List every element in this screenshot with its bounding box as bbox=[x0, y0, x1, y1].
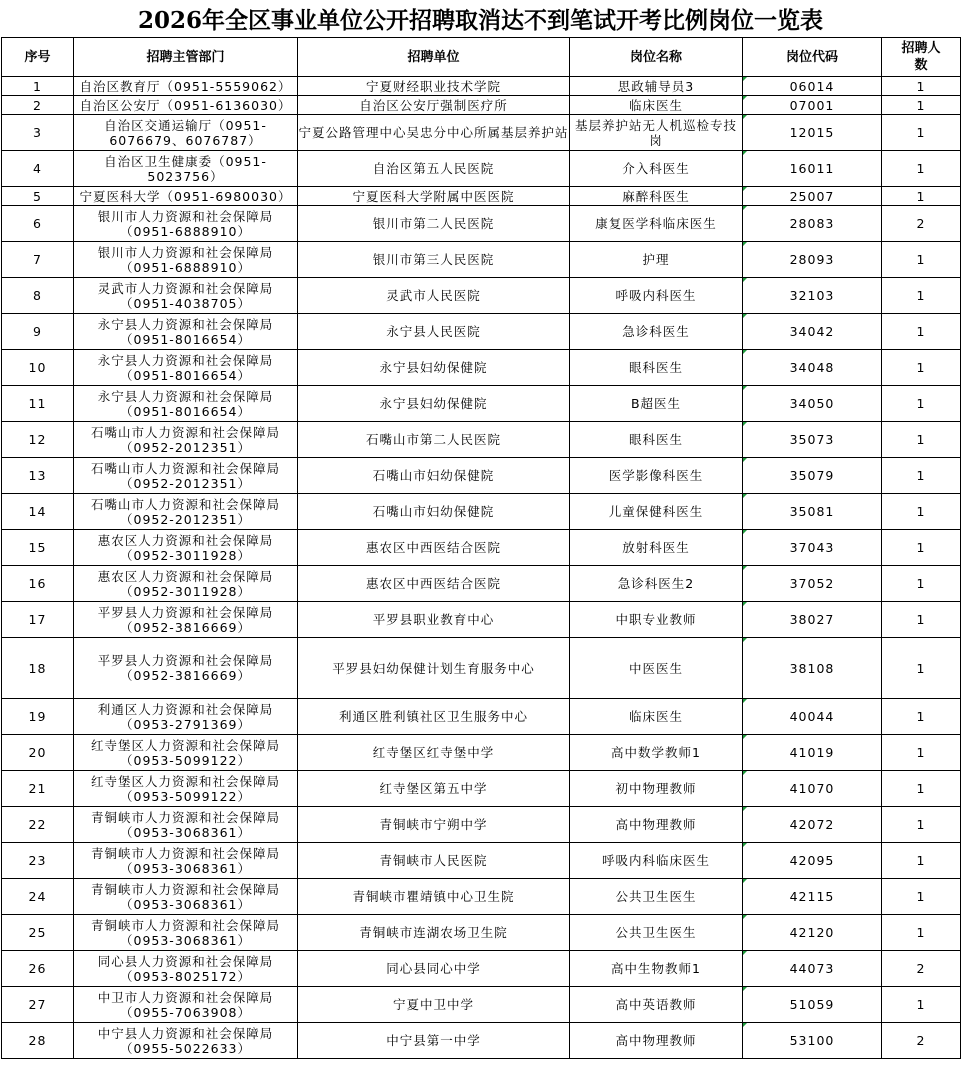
cell-position: 初中物理教师 bbox=[570, 771, 743, 807]
cell-count: 1 bbox=[882, 494, 961, 530]
cell-unit: 平罗县职业教育中心 bbox=[298, 602, 570, 638]
cell-code: 28083 bbox=[743, 206, 882, 242]
cell-dept: 自治区教育厅（0951-5559062） bbox=[74, 77, 298, 96]
cell-position: 中医医生 bbox=[570, 638, 743, 699]
cell-position: 眼科医生 bbox=[570, 350, 743, 386]
cell-unit: 青铜峡市人民医院 bbox=[298, 843, 570, 879]
cell-code: 34050 bbox=[743, 386, 882, 422]
cell-no: 17 bbox=[2, 602, 74, 638]
table-row bbox=[2, 602, 961, 638]
cell-position: 高中数学教师1 bbox=[570, 735, 743, 771]
table-row bbox=[2, 458, 961, 494]
cell-count: 1 bbox=[882, 242, 961, 278]
cell-no: 23 bbox=[2, 843, 74, 879]
cell-dept: 银川市人力资源和社会保障局（0951-6888910） bbox=[74, 206, 298, 242]
cell-dept: 青铜峡市人力资源和社会保障局（0953-3068361） bbox=[74, 879, 298, 915]
header-count: 招聘人数 bbox=[882, 38, 961, 77]
cell-count: 1 bbox=[882, 638, 961, 699]
cell-unit: 宁夏医科大学附属中医医院 bbox=[298, 187, 570, 206]
cell-no: 10 bbox=[2, 350, 74, 386]
cell-position: 临床医生 bbox=[570, 699, 743, 735]
cell-count: 1 bbox=[882, 77, 961, 96]
cell-no: 4 bbox=[2, 151, 74, 187]
cell-dept: 永宁县人力资源和社会保障局（0951-8016654） bbox=[74, 386, 298, 422]
table-row bbox=[2, 1023, 961, 1059]
cell-no: 2 bbox=[2, 96, 74, 115]
table-row bbox=[2, 807, 961, 843]
header-unit: 招聘单位 bbox=[298, 38, 570, 77]
table-row bbox=[2, 242, 961, 278]
cell-no: 24 bbox=[2, 879, 74, 915]
cell-position: 临床医生 bbox=[570, 96, 743, 115]
cell-position: 呼吸内科医生 bbox=[570, 278, 743, 314]
cell-position: 医学影像科医生 bbox=[570, 458, 743, 494]
cell-count: 1 bbox=[882, 278, 961, 314]
cell-unit: 灵武市人民医院 bbox=[298, 278, 570, 314]
table-row bbox=[2, 151, 961, 187]
cell-unit: 永宁县妇幼保健院 bbox=[298, 386, 570, 422]
table-row bbox=[2, 314, 961, 350]
cell-no: 9 bbox=[2, 314, 74, 350]
cell-position: 康复医学科临床医生 bbox=[570, 206, 743, 242]
cell-no: 20 bbox=[2, 735, 74, 771]
cell-unit: 自治区公安厅强制医疗所 bbox=[298, 96, 570, 115]
table-row bbox=[2, 987, 961, 1023]
cell-no: 19 bbox=[2, 699, 74, 735]
cell-no: 5 bbox=[2, 187, 74, 206]
cell-no: 22 bbox=[2, 807, 74, 843]
cell-no: 25 bbox=[2, 915, 74, 951]
cell-no: 1 bbox=[2, 77, 74, 96]
cell-count: 2 bbox=[882, 951, 961, 987]
cell-dept: 平罗县人力资源和社会保障局（0952-3816669） bbox=[74, 638, 298, 699]
cell-unit: 同心县同心中学 bbox=[298, 951, 570, 987]
vacancy-table bbox=[1, 37, 961, 1059]
cell-count: 1 bbox=[882, 915, 961, 951]
cell-unit: 自治区第五人民医院 bbox=[298, 151, 570, 187]
cell-no: 26 bbox=[2, 951, 74, 987]
cell-code: 38108 bbox=[743, 638, 882, 699]
cell-dept: 石嘴山市人力资源和社会保障局（0952-2012351） bbox=[74, 458, 298, 494]
cell-position: B超医生 bbox=[570, 386, 743, 422]
cell-position: 儿童保健科医生 bbox=[570, 494, 743, 530]
cell-dept: 自治区交通运输厅（0951-6076679、6076787） bbox=[74, 115, 298, 151]
cell-count: 1 bbox=[882, 771, 961, 807]
cell-dept: 银川市人力资源和社会保障局（0951-6888910） bbox=[74, 242, 298, 278]
cell-unit: 石嘴山市第二人民医院 bbox=[298, 422, 570, 458]
header-position: 岗位名称 bbox=[570, 38, 743, 77]
cell-dept: 自治区公安厅（0951-6136030） bbox=[74, 96, 298, 115]
table-row bbox=[2, 951, 961, 987]
table-row bbox=[2, 879, 961, 915]
header-no: 序号 bbox=[2, 38, 74, 77]
table-row bbox=[2, 915, 961, 951]
cell-dept: 灵武市人力资源和社会保障局（0951-4038705） bbox=[74, 278, 298, 314]
table-row bbox=[2, 494, 961, 530]
cell-no: 12 bbox=[2, 422, 74, 458]
cell-position: 急诊科医生 bbox=[570, 314, 743, 350]
cell-no: 21 bbox=[2, 771, 74, 807]
cell-unit: 银川市第三人民医院 bbox=[298, 242, 570, 278]
cell-dept: 红寺堡区人力资源和社会保障局（0953-5099122） bbox=[74, 771, 298, 807]
cell-code: 12015 bbox=[743, 115, 882, 151]
cell-unit: 青铜峡市宁朔中学 bbox=[298, 807, 570, 843]
cell-no: 11 bbox=[2, 386, 74, 422]
table-row bbox=[2, 115, 961, 151]
cell-unit: 永宁县人民医院 bbox=[298, 314, 570, 350]
cell-count: 1 bbox=[882, 96, 961, 115]
cell-code: 28093 bbox=[743, 242, 882, 278]
table-row bbox=[2, 735, 961, 771]
cell-count: 1 bbox=[882, 879, 961, 915]
cell-dept: 永宁县人力资源和社会保障局（0951-8016654） bbox=[74, 350, 298, 386]
header-code: 岗位代码 bbox=[743, 38, 882, 77]
cell-code: 32103 bbox=[743, 278, 882, 314]
table-row bbox=[2, 206, 961, 242]
cell-code: 44073 bbox=[743, 951, 882, 987]
cell-count: 2 bbox=[882, 206, 961, 242]
cell-count: 1 bbox=[882, 350, 961, 386]
cell-count: 1 bbox=[882, 987, 961, 1023]
cell-unit: 永宁县妇幼保健院 bbox=[298, 350, 570, 386]
cell-dept: 石嘴山市人力资源和社会保障局（0952-2012351） bbox=[74, 422, 298, 458]
table-row bbox=[2, 386, 961, 422]
cell-count: 1 bbox=[882, 187, 961, 206]
cell-dept: 惠农区人力资源和社会保障局（0952-3011928） bbox=[74, 530, 298, 566]
cell-unit: 宁夏财经职业技术学院 bbox=[298, 77, 570, 96]
cell-code: 42072 bbox=[743, 807, 882, 843]
cell-no: 7 bbox=[2, 242, 74, 278]
cell-code: 35081 bbox=[743, 494, 882, 530]
cell-count: 1 bbox=[882, 602, 961, 638]
table-row bbox=[2, 278, 961, 314]
cell-dept: 平罗县人力资源和社会保障局（0952-3816669） bbox=[74, 602, 298, 638]
cell-unit: 青铜峡市连湖农场卫生院 bbox=[298, 915, 570, 951]
cell-count: 1 bbox=[882, 530, 961, 566]
cell-unit: 利通区胜利镇社区卫生服务中心 bbox=[298, 699, 570, 735]
table-row bbox=[2, 638, 961, 699]
table-row bbox=[2, 530, 961, 566]
cell-position: 放射科医生 bbox=[570, 530, 743, 566]
cell-dept: 同心县人力资源和社会保障局（0953-8025172） bbox=[74, 951, 298, 987]
cell-position: 麻醉科医生 bbox=[570, 187, 743, 206]
cell-code: 16011 bbox=[743, 151, 882, 187]
cell-no: 28 bbox=[2, 1023, 74, 1059]
cell-unit: 红寺堡区红寺堡中学 bbox=[298, 735, 570, 771]
cell-no: 6 bbox=[2, 206, 74, 242]
cell-dept: 青铜峡市人力资源和社会保障局（0953-3068361） bbox=[74, 807, 298, 843]
cell-code: 07001 bbox=[743, 96, 882, 115]
cell-unit: 青铜峡市瞿靖镇中心卫生院 bbox=[298, 879, 570, 915]
page-title: 2026年全区事业单位公开招聘取消达不到笔试开考比例岗位一览表 bbox=[137, 7, 823, 34]
cell-position: 公共卫生医生 bbox=[570, 915, 743, 951]
cell-position: 公共卫生医生 bbox=[570, 879, 743, 915]
cell-no: 18 bbox=[2, 638, 74, 699]
cell-unit: 平罗县妇幼保健计划生育服务中心 bbox=[298, 638, 570, 699]
table-body bbox=[2, 77, 961, 1059]
cell-no: 8 bbox=[2, 278, 74, 314]
cell-position: 高中物理教师 bbox=[570, 1023, 743, 1059]
cell-position: 高中英语教师 bbox=[570, 987, 743, 1023]
cell-position: 高中生物教师1 bbox=[570, 951, 743, 987]
table-row bbox=[2, 566, 961, 602]
cell-dept: 中宁县人力资源和社会保障局（0955-5022633） bbox=[74, 1023, 298, 1059]
cell-count: 1 bbox=[882, 115, 961, 151]
cell-count: 1 bbox=[882, 699, 961, 735]
cell-no: 13 bbox=[2, 458, 74, 494]
cell-unit: 惠农区中西医结合医院 bbox=[298, 530, 570, 566]
cell-dept: 惠农区人力资源和社会保障局（0952-3011928） bbox=[74, 566, 298, 602]
cell-dept: 青铜峡市人力资源和社会保障局（0953-3068361） bbox=[74, 915, 298, 951]
cell-code: 35073 bbox=[743, 422, 882, 458]
cell-position: 护理 bbox=[570, 242, 743, 278]
cell-code: 42115 bbox=[743, 879, 882, 915]
cell-count: 1 bbox=[882, 386, 961, 422]
cell-unit: 宁夏公路管理中心吴忠分中心所属基层养护站 bbox=[298, 115, 570, 151]
cell-code: 40044 bbox=[743, 699, 882, 735]
cell-no: 3 bbox=[2, 115, 74, 151]
cell-count: 1 bbox=[882, 458, 961, 494]
cell-code: 34042 bbox=[743, 314, 882, 350]
cell-count: 1 bbox=[882, 422, 961, 458]
cell-dept: 宁夏医科大学（0951-6980030） bbox=[74, 187, 298, 206]
cell-position: 眼科医生 bbox=[570, 422, 743, 458]
cell-position: 介入科医生 bbox=[570, 151, 743, 187]
table-row bbox=[2, 187, 961, 206]
cell-code: 34048 bbox=[743, 350, 882, 386]
cell-unit: 宁夏中卫中学 bbox=[298, 987, 570, 1023]
cell-dept: 石嘴山市人力资源和社会保障局（0952-2012351） bbox=[74, 494, 298, 530]
cell-code: 42120 bbox=[743, 915, 882, 951]
cell-unit: 石嘴山市妇幼保健院 bbox=[298, 458, 570, 494]
table-row bbox=[2, 771, 961, 807]
cell-code: 37052 bbox=[743, 566, 882, 602]
cell-count: 1 bbox=[882, 151, 961, 187]
cell-position: 急诊科医生2 bbox=[570, 566, 743, 602]
table-row bbox=[2, 422, 961, 458]
cell-dept: 中卫市人力资源和社会保障局（0955-7063908） bbox=[74, 987, 298, 1023]
cell-unit: 石嘴山市妇幼保健院 bbox=[298, 494, 570, 530]
cell-position: 思政辅导员3 bbox=[570, 77, 743, 96]
table-row bbox=[2, 843, 961, 879]
table-row bbox=[2, 96, 961, 115]
cell-code: 35079 bbox=[743, 458, 882, 494]
cell-count: 1 bbox=[882, 843, 961, 879]
table-row bbox=[2, 699, 961, 735]
cell-dept: 利通区人力资源和社会保障局（0953-2791369） bbox=[74, 699, 298, 735]
table-row bbox=[2, 77, 961, 96]
cell-position: 基层养护站无人机巡检专技岗 bbox=[570, 115, 743, 151]
cell-count: 1 bbox=[882, 566, 961, 602]
cell-code: 38027 bbox=[743, 602, 882, 638]
cell-code: 42095 bbox=[743, 843, 882, 879]
cell-unit: 红寺堡区第五中学 bbox=[298, 771, 570, 807]
cell-count: 2 bbox=[882, 1023, 961, 1059]
cell-dept: 永宁县人力资源和社会保障局（0951-8016654） bbox=[74, 314, 298, 350]
cell-no: 16 bbox=[2, 566, 74, 602]
cell-unit: 银川市第二人民医院 bbox=[298, 206, 570, 242]
cell-code: 41019 bbox=[743, 735, 882, 771]
cell-code: 41070 bbox=[743, 771, 882, 807]
cell-unit: 惠农区中西医结合医院 bbox=[298, 566, 570, 602]
cell-code: 25007 bbox=[743, 187, 882, 206]
table-row bbox=[2, 350, 961, 386]
cell-no: 14 bbox=[2, 494, 74, 530]
cell-count: 1 bbox=[882, 807, 961, 843]
cell-unit: 中宁县第一中学 bbox=[298, 1023, 570, 1059]
header-dept: 招聘主管部门 bbox=[74, 38, 298, 77]
cell-dept: 自治区卫生健康委（0951-5023756） bbox=[74, 151, 298, 187]
cell-no: 15 bbox=[2, 530, 74, 566]
cell-code: 06014 bbox=[743, 77, 882, 96]
cell-position: 高中物理教师 bbox=[570, 807, 743, 843]
cell-position: 中职专业教师 bbox=[570, 602, 743, 638]
cell-code: 51059 bbox=[743, 987, 882, 1023]
cell-position: 呼吸内科临床医生 bbox=[570, 843, 743, 879]
cell-no: 27 bbox=[2, 987, 74, 1023]
cell-count: 1 bbox=[882, 735, 961, 771]
cell-dept: 红寺堡区人力资源和社会保障局（0953-5099122） bbox=[74, 735, 298, 771]
cell-count: 1 bbox=[882, 314, 961, 350]
cell-code: 37043 bbox=[743, 530, 882, 566]
cell-code: 53100 bbox=[743, 1023, 882, 1059]
cell-dept: 青铜峡市人力资源和社会保障局（0953-3068361） bbox=[74, 843, 298, 879]
table-header-row bbox=[2, 38, 961, 77]
